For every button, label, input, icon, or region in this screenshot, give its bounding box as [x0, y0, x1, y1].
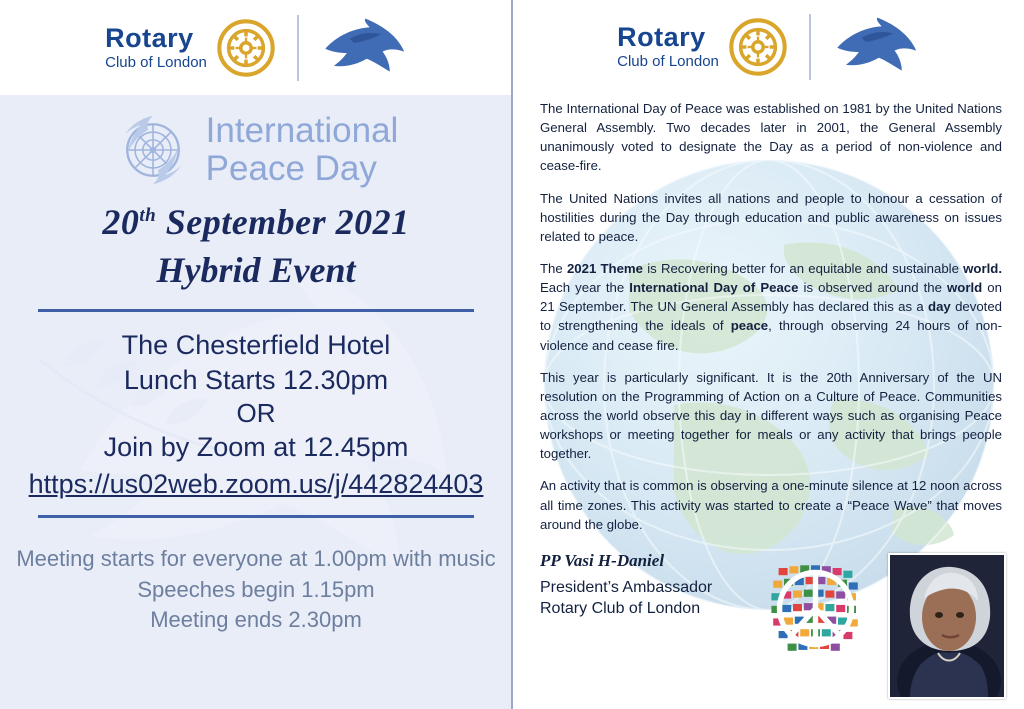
header-divider-right	[809, 14, 811, 80]
event-date-block	[0, 201, 512, 291]
lunch-time: Lunch Starts 12.30pm	[123, 364, 389, 395]
peace-symbol-flags-icon	[766, 559, 874, 667]
paragraph-1: The International Day of Peace was established on 1981 by the United Nations General Assembly. Two decades later in 2001, the General Assembly unanimously voted to designate the Day as a period of non-violence and cease-fire.	[540, 101, 1002, 174]
rotary-brand-text-right	[617, 23, 719, 69]
un-emblem-icon	[114, 111, 192, 189]
rotary-brand-right	[617, 18, 787, 76]
signature-name: PP Vasi H-Daniel	[540, 550, 665, 570]
venue-name: The Chesterfield Hotel	[121, 330, 391, 360]
paragraph-2: The United Nations invites all nations and people to honour a cessation of hostilities during the Day through education and public awareness on issues related to peace.	[540, 190, 1002, 244]
theme-b2: world.	[963, 260, 1002, 276]
page-center-divider	[511, 0, 513, 709]
event-date	[0, 201, 512, 243]
rotary-brand-left	[105, 19, 275, 77]
zoom-link[interactable]: https://us02web.zoom.us/j/442824403	[28, 468, 484, 499]
theme-b6: peace	[730, 318, 769, 334]
dove-icon	[833, 16, 919, 78]
rotary-subtitle-left: Club of London	[105, 53, 207, 71]
international-peace-day-logo	[0, 111, 512, 189]
zoom-time: Join by Zoom at 12.45pm	[103, 432, 409, 463]
theme-s1: The	[540, 260, 567, 276]
rotary-wheel-icon	[729, 18, 787, 76]
signature-role-1: President’s Ambassador	[540, 578, 713, 596]
rotary-subtitle-right: Club of London	[617, 52, 719, 70]
left-header-band	[0, 0, 512, 95]
theme-b5: day	[928, 299, 951, 315]
rotary-title-left: Rotary	[105, 23, 194, 54]
dove-icon	[321, 17, 407, 79]
divider-top	[38, 309, 474, 312]
ipd-title-line2: Peace Day	[205, 149, 377, 188]
paragraph-theme	[540, 259, 1002, 355]
ipd-title-line1: International	[205, 111, 399, 151]
schedule-line-2: Speeches begin 1.15pm	[137, 576, 375, 602]
theme-b4: world	[947, 280, 983, 296]
rotary-brand-text-left	[105, 24, 207, 70]
paragraph-4: An activity that is common is observing a one-minute silence at 12 noon across all time zones. This activity was started to create a “Peace Wave” that moves around the globe.	[540, 478, 1002, 532]
signature-area	[512, 547, 1024, 699]
right-header-band	[512, 0, 1024, 93]
theme-s4: is observed around the	[798, 280, 948, 296]
theme-s3: Each year the	[540, 280, 630, 296]
or-label: OR	[236, 398, 276, 429]
rotary-wheel-icon	[217, 19, 275, 77]
event-date-ordinal: th	[139, 205, 157, 226]
article-body	[512, 93, 1024, 534]
venue-block	[0, 328, 512, 501]
signature-role-2: Rotary Club of London	[540, 600, 701, 618]
right-panel	[512, 0, 1024, 709]
portrait-photo	[888, 553, 1006, 699]
theme-s7: , through observing 24 hours of non-violence and cease fire.	[540, 318, 1002, 353]
event-type: Hybrid Event	[156, 250, 356, 290]
paragraph-3: This year is particularly significant. It is the 20th Anniversary of the UN resolution on the Programming of Action on a Culture of Peace. Communities across the world observe this day in different ways such as organising Peace workshops or meeting together for meals or any activity that brings people together.	[540, 369, 1002, 462]
theme-b3: International Day of Peace	[629, 280, 799, 296]
event-date-rest: September 2021	[156, 202, 410, 242]
schedule-line-1: Meeting starts for everyone at 1.00pm with music	[16, 546, 496, 572]
signature-text	[540, 551, 760, 620]
schedule-line-3: Meeting ends 2.30pm	[150, 607, 362, 633]
rotary-title-right: Rotary	[617, 22, 706, 53]
theme-s2: is Recovering better for an equitable and sustainable	[643, 260, 964, 276]
theme-s6: devoted to strengthening the ideals of	[540, 299, 1003, 334]
divider-bottom	[38, 515, 474, 518]
event-date-day: 20	[102, 202, 140, 242]
ipd-title	[206, 112, 399, 188]
schedule-block	[0, 544, 512, 635]
theme-b1: 2021 Theme	[566, 260, 643, 276]
theme-s5: on 21 September. The UN General Assembly has declared this as a	[540, 280, 1002, 315]
header-divider-left	[297, 15, 299, 81]
